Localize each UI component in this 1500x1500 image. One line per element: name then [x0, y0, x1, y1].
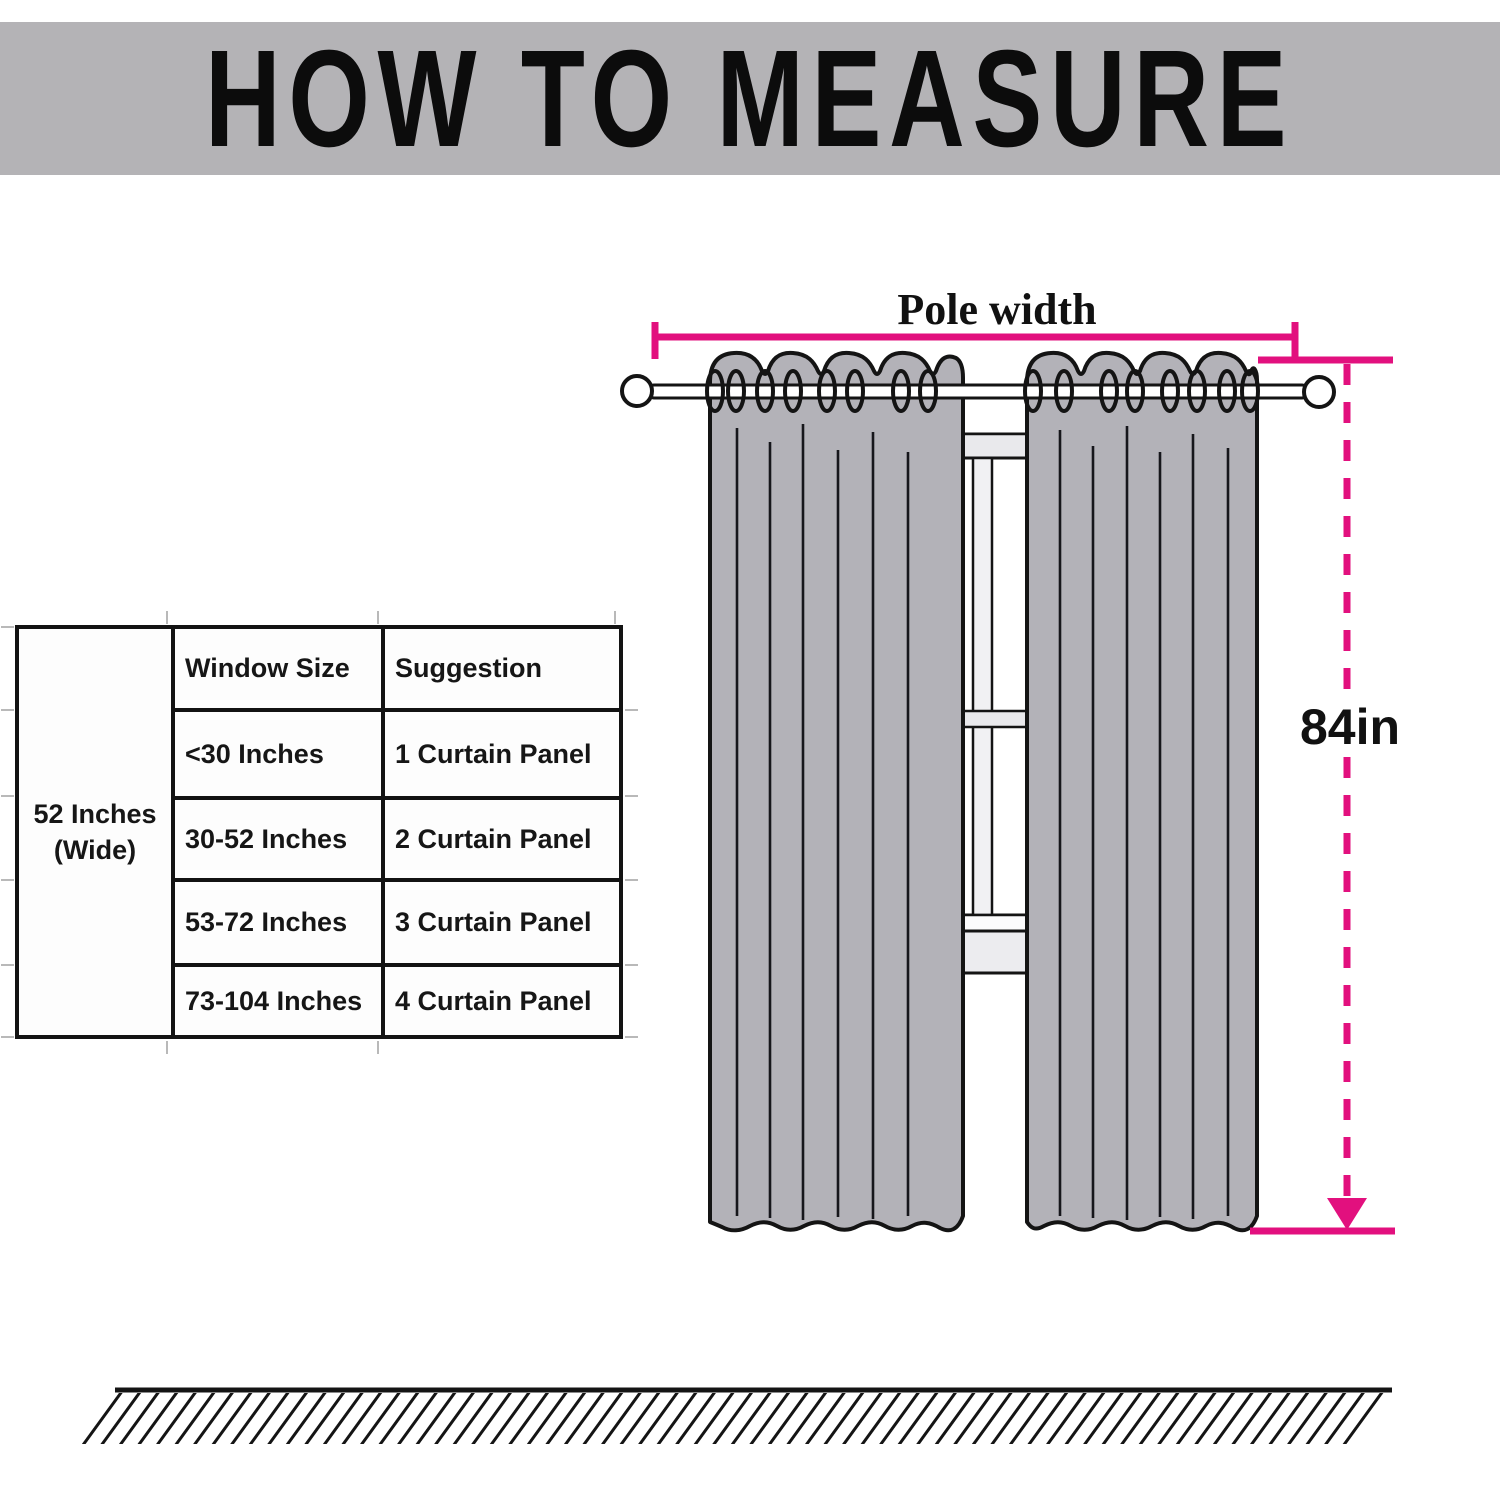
pole-finial-left — [622, 376, 652, 406]
page-title: HOW TO MEASURE — [205, 21, 1295, 176]
table-cell-window-size: 73-104 Inches — [175, 967, 381, 1035]
gridline-tick — [625, 795, 638, 797]
gridline-tick — [614, 611, 616, 624]
gridline-tick — [1, 879, 14, 881]
gridline-tick — [1, 964, 14, 966]
gridline-tick — [625, 964, 638, 966]
curtain-left-panel — [710, 353, 963, 1230]
pole-bar — [650, 385, 1306, 398]
floor — [81, 1390, 1392, 1444]
table-cell-window-size: 53-72 Inches — [175, 882, 381, 963]
size-table — [15, 625, 623, 1039]
column-header-suggestion: Suggestion — [385, 629, 619, 708]
gridline-tick — [166, 1041, 168, 1054]
gridline-tick — [625, 879, 638, 881]
table-cell-suggestion: 1 Curtain Panel — [385, 712, 619, 796]
gridline-tick — [166, 611, 168, 624]
gridline-tick — [1, 795, 14, 797]
curtain-left — [710, 353, 963, 1230]
table-cell-window-size: 30-52 Inches — [175, 800, 381, 878]
table-cell-suggestion: 3 Curtain Panel — [385, 882, 619, 963]
curtain-right-panel — [1027, 353, 1257, 1230]
height-measure — [1250, 360, 1395, 1231]
column-header-window-size: Window Size — [175, 629, 381, 708]
width-label-line2: (Wide) — [53, 835, 137, 865]
table-cell-window-size: <30 Inches — [175, 712, 381, 796]
height-measure-arrow-down-icon — [1327, 1198, 1367, 1230]
gridline-tick — [625, 709, 638, 711]
height-label: 84in — [1299, 699, 1401, 755]
pole-finial-right — [1304, 377, 1334, 407]
gridline-tick — [1, 1036, 14, 1038]
table-cell-suggestion: 2 Curtain Panel — [385, 800, 619, 878]
pole-width-label: Pole width — [897, 285, 1097, 334]
table-cell-suggestion: 4 Curtain Panel — [385, 967, 619, 1035]
gridline-tick — [1, 626, 14, 628]
window-mullion — [973, 458, 992, 915]
width-label-line1: 52 Inches — [33, 798, 157, 829]
gridline-tick — [377, 611, 379, 624]
gridline-tick — [1, 709, 14, 711]
curtain-right — [1027, 353, 1257, 1230]
table-width-label-cell — [19, 629, 171, 1035]
gridline-tick — [625, 1036, 638, 1038]
gridline-tick — [377, 1041, 379, 1054]
floor-hatch — [81, 1393, 1392, 1444]
